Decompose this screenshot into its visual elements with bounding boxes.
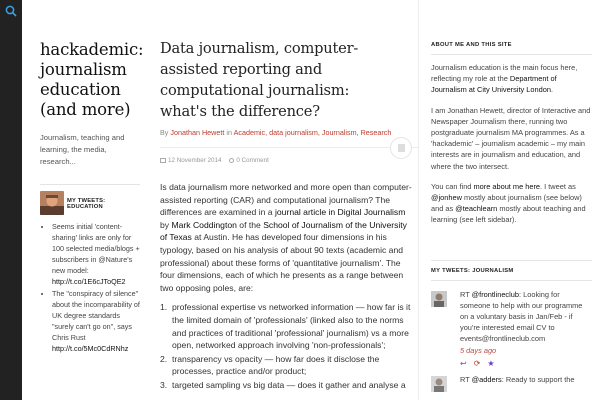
about-text: Journalism education is the main focus here, reflecting my role at the <box>431 63 578 84</box>
education-tweet-list <box>40 221 140 354</box>
widget-divider <box>431 260 592 261</box>
about-me-link[interactable]: more about me here <box>473 181 541 191</box>
favorite-icon[interactable]: ★ <box>487 358 495 368</box>
list-item <box>160 353 418 378</box>
tweet-handle-link[interactable]: @frontlineclub <box>471 289 519 299</box>
main-content <box>150 0 418 400</box>
tweet-link[interactable]: http://t.co/5Mc0CdRNhz <box>52 344 129 353</box>
tweet-handle-link[interactable]: @adders <box>471 374 502 384</box>
intro-text: Is data journalism more networked and more open than computer-assisted reporting (CAR) and computational journalism? The differences are examined in a <box>160 182 412 218</box>
post-intro <box>160 181 418 294</box>
intro-text: of the <box>236 219 264 230</box>
list-item <box>52 288 140 354</box>
avatar[interactable] <box>431 291 447 307</box>
author-profile-link[interactable]: Mark Coddington <box>171 219 237 230</box>
post-date: 12 November 2014 <box>168 157 222 164</box>
intro-text: at Austin. He has developed four dimensions in his typology, based on his analysis of about 90 texts (academic and professional) about these forms of 'quantitative journalism'. The four dimensions, each of which he presents as a range between two opposing poles, are: <box>160 232 404 293</box>
list-text: targeted sampling vs big data — does it gather and analyse a <box>172 379 406 390</box>
about-paragraph <box>431 62 592 96</box>
right-sidebar <box>418 0 600 400</box>
department-link[interactable]: Department of Journalism at City University London <box>431 74 557 95</box>
retweet-icon[interactable]: ⟳ <box>473 358 481 368</box>
top-nav-bar <box>0 0 22 400</box>
widget-title: MY TWEETS: EDUCATION <box>67 198 106 210</box>
widget-divider <box>431 54 592 55</box>
widget-title: MY TWEETS: JOURNALISM <box>431 267 514 274</box>
meta-divider <box>160 147 418 148</box>
tweet <box>431 374 592 392</box>
reply-icon[interactable]: ↩ <box>460 358 467 368</box>
calendar-icon <box>160 158 166 163</box>
tweet-text: Seems initial 'content-sharing' links are only for 100 selected media/blogs + subscribers in @Nature's new model: <box>52 222 140 275</box>
intro-text: by <box>160 219 172 230</box>
site-title[interactable]: hackademic: journalism education (and more) <box>40 40 144 119</box>
list-item <box>160 301 418 351</box>
comment-icon <box>229 158 234 163</box>
about-text: mostly about journalism (see below) and as <box>431 193 582 214</box>
list-number: 2. <box>160 353 168 364</box>
about-text: . <box>550 85 554 95</box>
article-link[interactable]: journal article in Digital Journalism <box>274 207 406 218</box>
byline-in: in <box>226 128 232 137</box>
retweet-prefix: RT <box>460 374 472 384</box>
left-sidebar <box>22 0 150 400</box>
avatar[interactable] <box>431 376 447 392</box>
dimensions-list <box>160 301 418 391</box>
sidebar-divider <box>40 184 140 185</box>
twitter-handle-link[interactable]: @teachlearn <box>455 204 498 214</box>
education-tweets-header <box>40 191 140 215</box>
list-number: 1. <box>160 302 168 313</box>
post-title[interactable]: Data journalism, computer-assisted reporting and computational journalism: what's the difference? <box>160 40 359 120</box>
list-text: professional expertise vs networked information — how far is it the limited domain of 'professionals' (linked also to the norms and practices of traditional 'professional' journalism) vs a more open, networked approach involving 'non-professionals'; <box>172 302 411 351</box>
tweet-link[interactable]: http://t.co/1E6cJToQE2 <box>52 277 126 286</box>
list-item <box>52 221 140 287</box>
post-byline <box>160 128 418 137</box>
tweet-text: : Ready to support the <box>501 374 575 384</box>
about-paragraph: I am Jonathan Hewett, director of Interactive and Newspaper Journalism there, running two postgraduate journalism MA programmes. As a 'hackademic' – journalism academic – my main interests are in journalism and education, and where the two intersect. <box>431 105 591 171</box>
list-item <box>160 379 418 392</box>
post-meta <box>160 145 418 171</box>
byline-by: By <box>160 128 169 137</box>
about-paragraph <box>431 181 592 226</box>
retweet-prefix: RT <box>460 289 472 299</box>
widget-title: ABOUT ME AND THIS SITE <box>431 42 512 48</box>
widget-divider <box>431 280 592 281</box>
comment-count[interactable]: 0 Comment <box>236 157 269 164</box>
about-text: mostly about teaching and learning (see left sidebar). <box>431 204 586 225</box>
tweet-text: : Looking for someone to help with our programme on a voluntary basis in Jan/Feb - if you're interested email CV to events@frontlineclub.com <box>460 289 583 344</box>
tweet-text: The "conspiracy of silence" about the incomparability of UK degree standards "surely can't go on", says Chris Rust <box>52 289 140 342</box>
category-links[interactable]: Academic, data journalism, Journalism, Research <box>233 128 392 137</box>
search-icon[interactable] <box>3 3 19 19</box>
site-description: Journalism, teaching and learning, the media, research... <box>40 133 125 166</box>
list-text: transparency vs opacity — how far does it disclose the processes, practice and/or product; <box>172 353 380 377</box>
school-link[interactable]: School of Journalism of the University of Texas <box>160 219 407 243</box>
twitter-handle-link[interactable]: @jonhew <box>431 193 462 203</box>
list-number: 3. <box>160 379 168 390</box>
post-format-icon <box>390 137 412 159</box>
tweet <box>431 289 592 356</box>
about-text: You can find <box>431 181 474 191</box>
about-text: . I tweet as <box>540 181 576 191</box>
tweet-timestamp[interactable]: 5 days ago <box>460 345 497 355</box>
avatar[interactable] <box>40 191 64 215</box>
author-link[interactable]: Jonathan Hewett <box>170 128 225 137</box>
tweet-actions <box>460 359 592 368</box>
